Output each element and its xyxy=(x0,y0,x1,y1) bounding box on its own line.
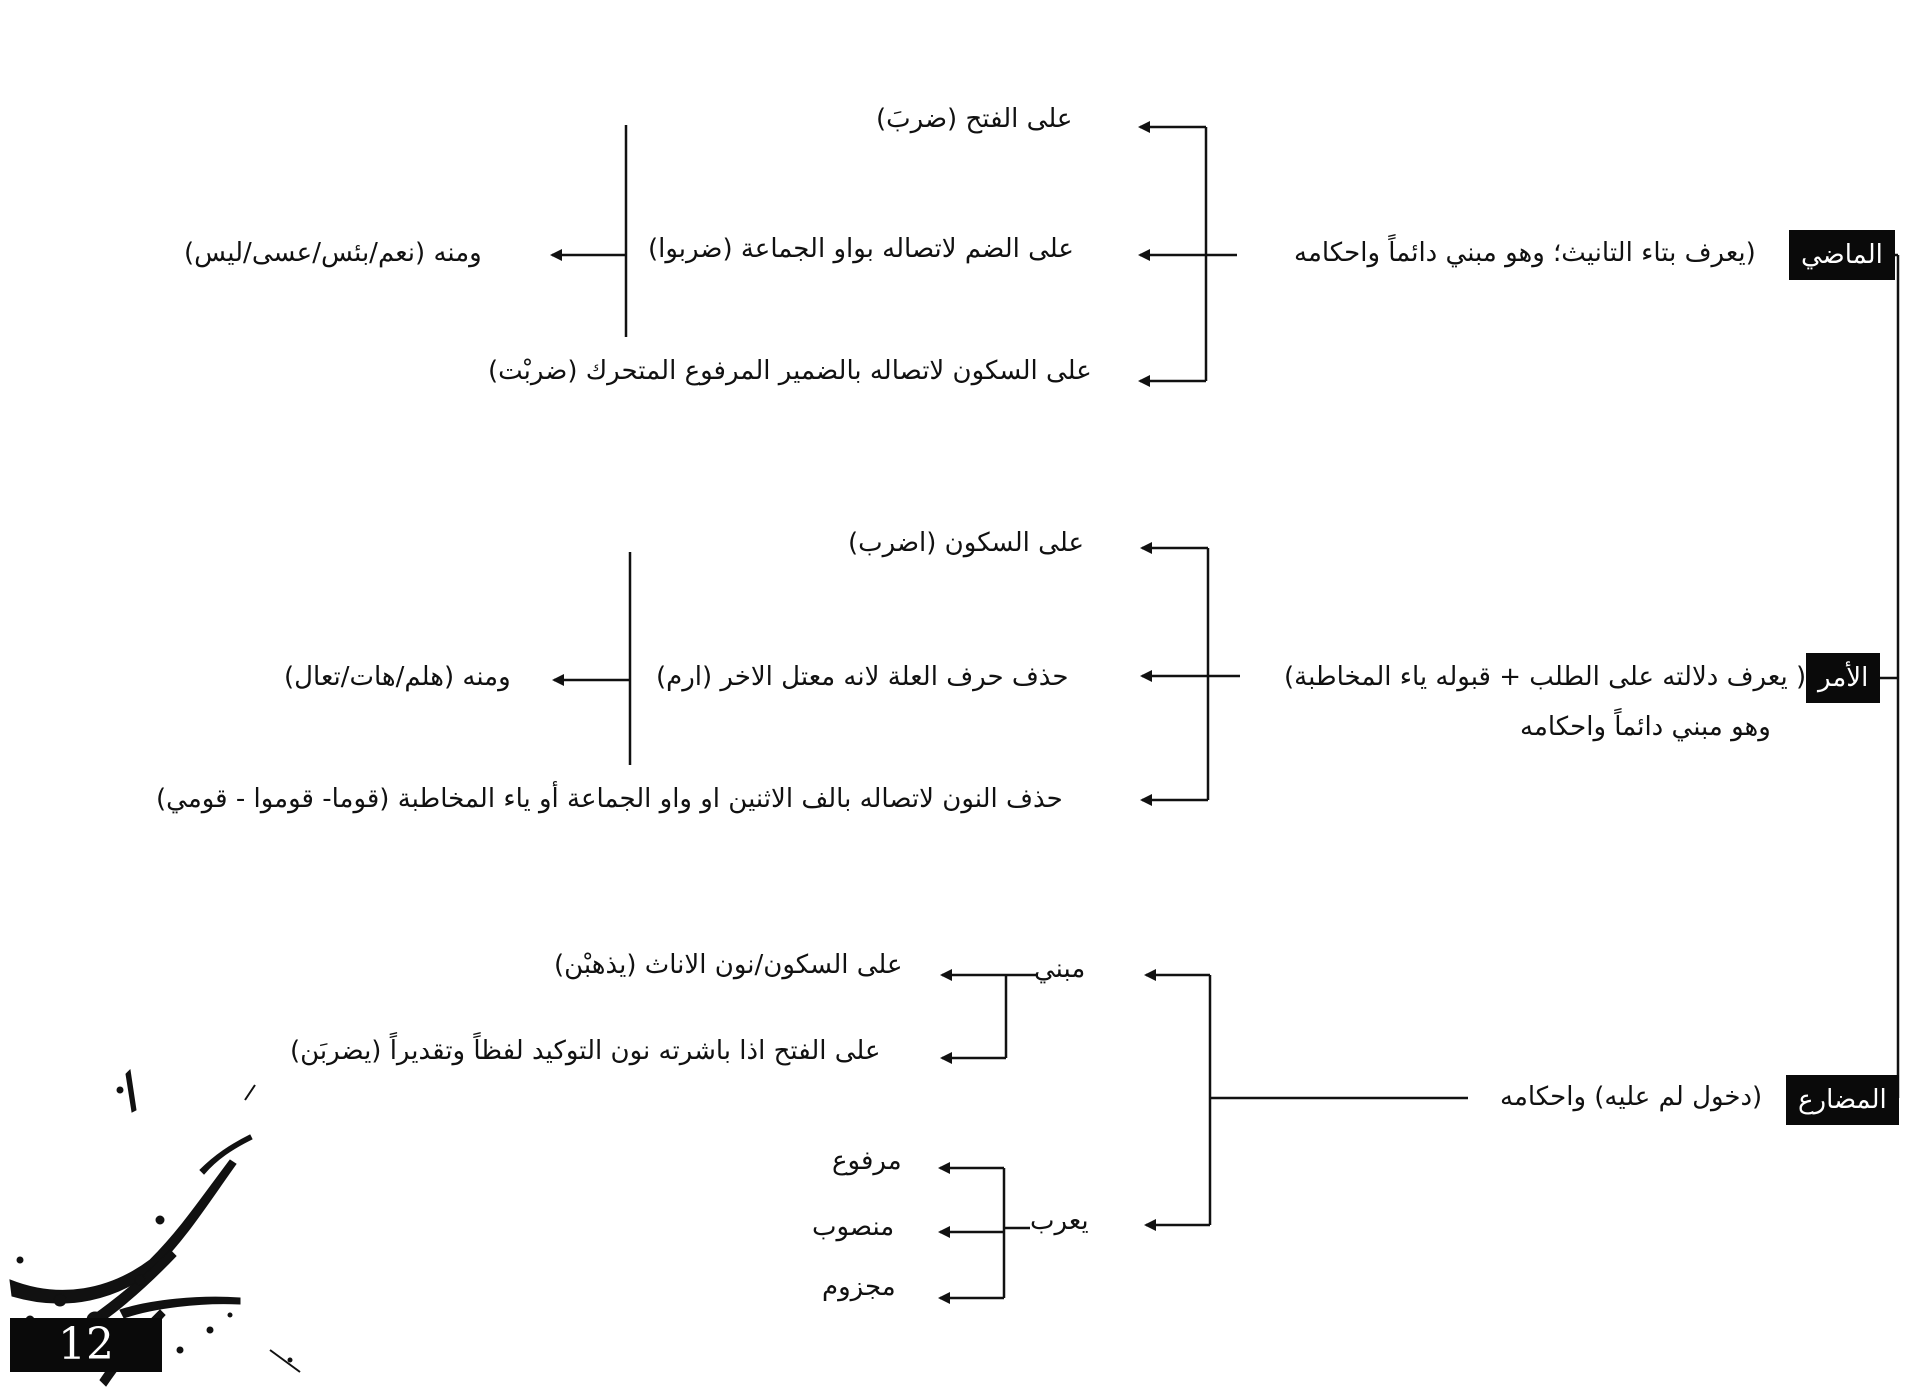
imperative-rule-2: حذف حرف العلة لانه معتل الاخر (ارم) xyxy=(656,662,1069,692)
declined-label: يعرب xyxy=(1030,1206,1089,1236)
built-rule-1: على السكون/نون الاناث (يذهبْن) xyxy=(554,950,903,980)
imperative-rule-1: على السكون (اضرب) xyxy=(848,528,1084,558)
present-description: (دخول لم عليه) واحكامه xyxy=(1500,1082,1763,1112)
built-label: مبني xyxy=(1034,954,1086,984)
built-rule-2: على الفتح اذا باشرته نون التوكيد لفظاً وتقديراً (يضربَن) xyxy=(290,1036,881,1066)
case-accusative: منصوب xyxy=(812,1212,895,1242)
imperative-description-2: وهو مبني دائماً واحكامه xyxy=(1520,712,1771,742)
imperative-examples: ومنه (هلم/هات/تعال) xyxy=(284,662,511,692)
present-tag: المضارع xyxy=(1786,1075,1899,1125)
imperative-description-1: ( يعرف دلالته على الطلب + قبوله ياء المخاطبة) xyxy=(1284,662,1807,692)
case-nominative: مرفوع xyxy=(832,1146,902,1176)
past-tag: الماضي xyxy=(1789,230,1895,280)
imperative-tag: الأمر xyxy=(1806,653,1880,703)
past-rule-2: على الضم لاتصاله بواو الجماعة (ضربوا) xyxy=(648,234,1074,264)
past-description: (يعرف بتاء التانيث؛ وهو مبني دائماً واحكامه xyxy=(1294,238,1756,268)
past-rule-1: على الفتح (ضربَ) xyxy=(876,104,1073,134)
past-rule-3: على السكون لاتصاله بالضمير المرفوع المتحرك (ضربْت) xyxy=(488,356,1092,386)
case-jussive: مجزوم xyxy=(822,1272,896,1302)
imperative-rule-3: حذف النون لاتصاله بالف الاثنين او واو الجماعة أو ياء المخاطبة (قوما- قوموا - قومي) xyxy=(156,784,1063,814)
page-number: 12 xyxy=(10,1318,162,1372)
past-examples: ومنه (نعم/بئس/عسى/ليس) xyxy=(184,238,482,268)
